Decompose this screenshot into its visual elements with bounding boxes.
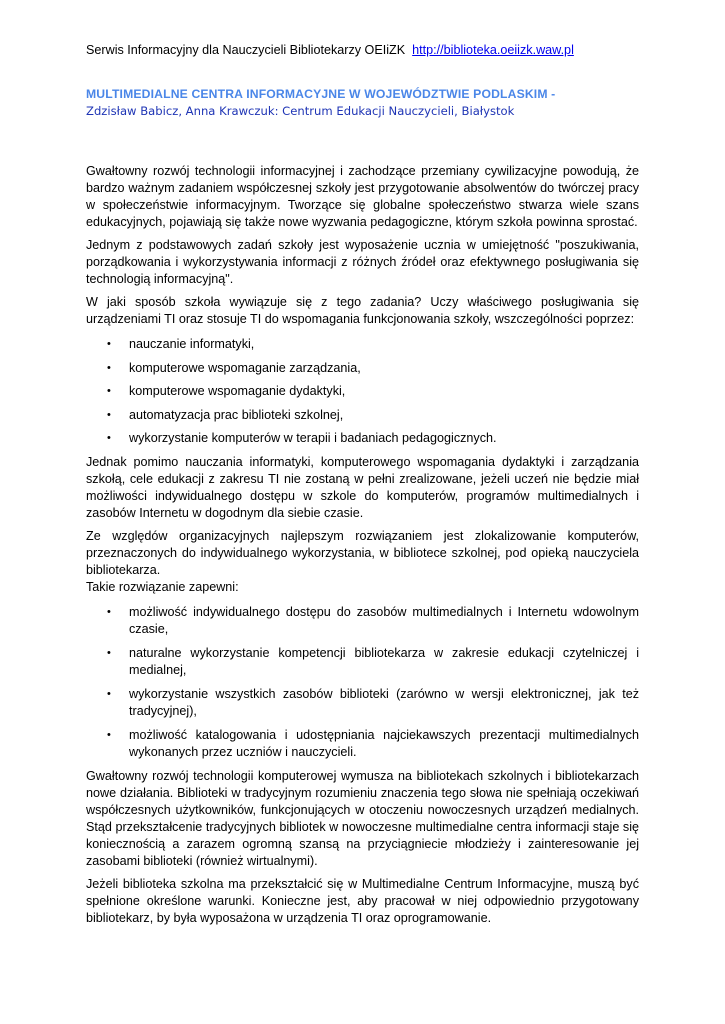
list-item: • wykorzystanie wszystkich zasobów biblioteki (zarówno w wersji elektronicznej, jak też tradycyjnej), <box>107 686 639 718</box>
bullet-icon: • <box>107 408 111 421</box>
list-item: • możliwość katalogowania i udostępniania najciekawszych prezentacji multimedialnych wykonanych przez uczniów i nauczycieli. <box>107 727 639 759</box>
paragraph: W jaki sposób szkoła wywiązuje się z tego zadania? Uczy właściwego posługiwania się urządzeniami TI oraz stosuje TI do wspomagania funkcjonowania szkoły, wszczególności poprzez: <box>86 295 639 326</box>
header-text: Serwis Informacyjny dla Nauczycieli Bibliotekarzy OEIiZK <box>86 43 406 57</box>
bullet-icon: • <box>107 385 111 397</box>
bullet-list-ti-uses <box>86 336 639 447</box>
list-item: • komputerowe wspomaganie dydaktyki, <box>107 384 346 398</box>
list-item: • możliwość indywidualnego dostępu do zasobów multimedialnych i Internetu wdowolnym czasie, <box>107 604 639 636</box>
list-item: • nauczanie informatyki, <box>107 337 255 351</box>
document-title: MULTIMEDIALNE CENTRA INFORMACYJNE W WOJEWÓDZTWIE PODLASKIM - <box>86 87 556 101</box>
paragraph: Jeżeli biblioteka szkolna ma przekształcić się w Multimedialne Centrum Informacyjne, muszą być spełnione określone warunki. Konieczne jest, aby pracował w niej odpowiednio przygotowany bibliotekarz, by była wyposażona w urządzenia TI oraz oprogramowanie. <box>86 876 639 925</box>
paragraph: Jednym z podstawowych zadań szkoły jest wyposażenie ucznia w umiejętność "poszukiwania, porządkowania i wykorzystywania informacji z różnych źródeł oraz efektywnego posługiwania się technologią informacyjną". <box>86 238 639 286</box>
paragraph: Ze względów organizacyjnych najlepszym rozwiązaniem jest zlokalizowanie komputerów, przeznaczonych do indywidualnego wykorzystania, w bibliotece szkolnej, pod opieką nauczyciela bibliotekarza. <box>86 528 639 577</box>
bullet-list-benefits <box>86 604 639 761</box>
document-body <box>86 163 639 933</box>
header-link[interactable]: http://biblioteka.oeiizk.waw.pl <box>412 43 574 57</box>
list-item: • komputerowe wspomaganie zarządzania, <box>107 360 361 375</box>
bullet-icon: • <box>107 646 111 659</box>
bullet-icon: • <box>107 605 111 618</box>
bullet-icon: • <box>107 728 111 741</box>
bullet-icon: • <box>107 361 111 374</box>
document-authors: Zdzisław Babicz, Anna Krawczuk: Centrum Edukacji Nauczycieli, Białystok <box>86 104 515 118</box>
list-item: • wykorzystanie komputerów w terapii i badaniach pedagogicznych. <box>107 431 497 445</box>
bullet-icon: • <box>107 687 111 700</box>
paragraph: Jednak pomimo nauczania informatyki, komputerowego wspomagania dydaktyki i zarządzania szkołą, cele edukacji z zakresu TI nie zostaną w pełni zrealizowane, jeżeli uczeń nie będzie miał możliwości indywidualnego dostępu w szkole do komputerów, programów multimedialnych i zasobów Internetu w dogodnym dla siebie czasie. <box>86 454 639 520</box>
list-item: • automatyzacja prac biblioteki szkolnej, <box>107 407 344 422</box>
list-item: • naturalne wykorzystanie kompetencji bibliotekarza w zakresie edukacji czytelniczej i medialnej, <box>107 645 639 677</box>
bullet-icon: • <box>107 338 111 350</box>
paragraph: Gwałtowny rozwój technologii informacyjnej i zachodzące przemiany cywilizacyjne powodują, że bardzo ważnym zadaniem współczesnej szkoły jest przygotowanie absolwentów do twórczej pracy w społeczeństwie informacyjnym. Tworzące się globalne społeczeństwo stwarza wiele szans edukacyjnych, pojawiają się także nowe wyzwania pedagogiczne, którym szkoła powinna sprostać. <box>86 164 639 229</box>
paragraph: Gwałtowny rozwój technologii komputerowej wymusza na bibliotekach szkolnych i bibliotekarzach nowe działania. Biblioteki w tradycyjnym rozumieniu znaczenia tego słowa nie spełniają oczekiwań współczesnych użytkowników, funkcjonujących w otoczeniu nowoczesnych urządzeń medialnych. Stąd przekształcenie tradycyjnych bibliotek w nowoczesne multimedialne centra informacji staje się koniecznością a zarazem ogromną szansą na przyciągniecie młodzieży i zainteresowanie jej zasobami biblioteki (również wirtualnymi). <box>86 768 639 868</box>
paragraph: Takie rozwiązanie zapewni: <box>86 579 239 594</box>
bullet-icon: • <box>107 432 111 444</box>
page-header <box>86 42 646 58</box>
